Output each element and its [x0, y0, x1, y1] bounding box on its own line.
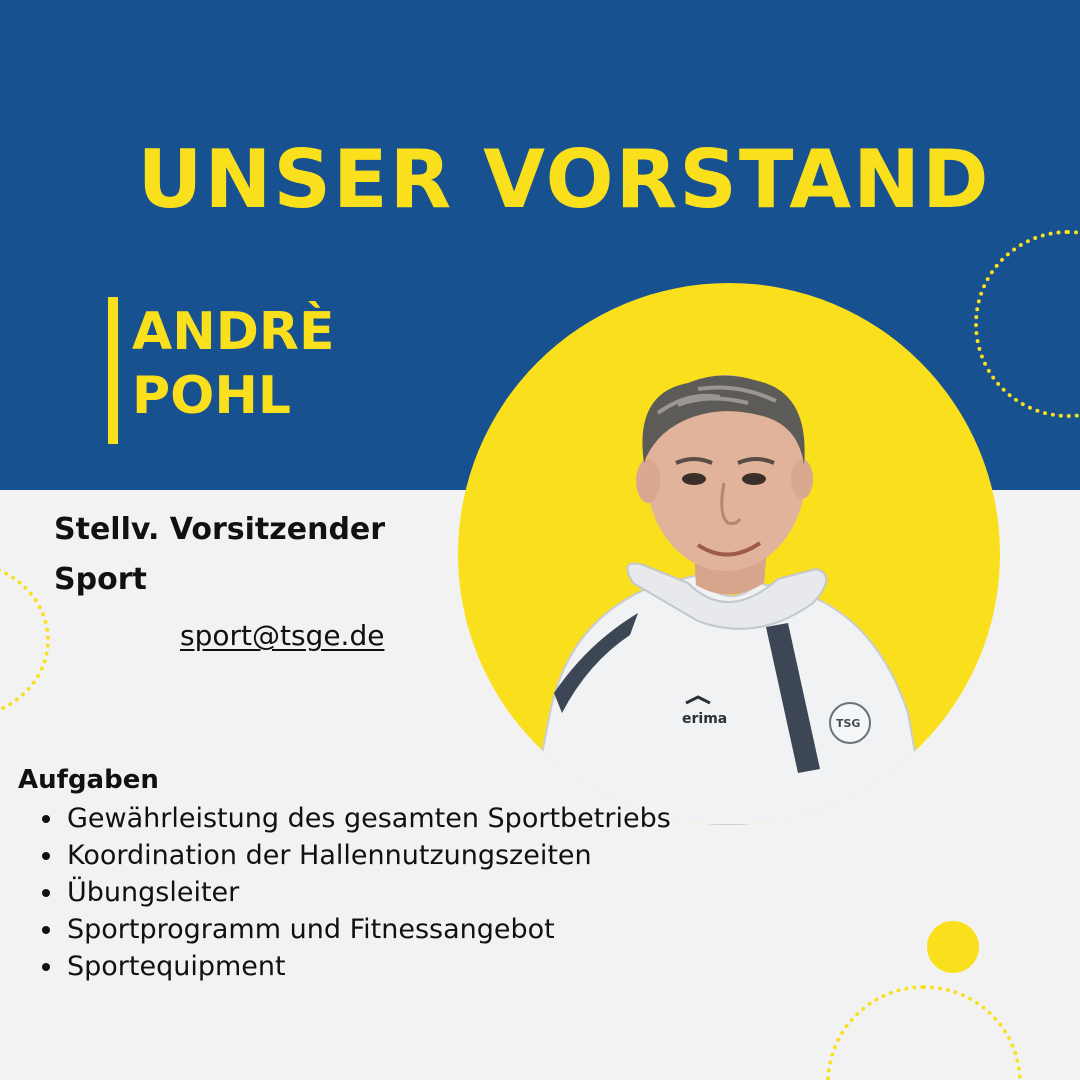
task-item: Übungsleiter	[40, 874, 671, 911]
person-role	[54, 505, 385, 605]
ear-right	[791, 459, 813, 499]
task-item: Sportprogramm und Fitnessangebot	[40, 911, 671, 948]
person-photo-illustration	[458, 283, 1000, 825]
ear-left	[636, 459, 660, 503]
tasks-heading: Aufgaben	[18, 765, 159, 795]
person-photo	[458, 283, 1000, 825]
page-title: UNSER VORSTAND	[137, 133, 991, 226]
dotted-circle-decoration-left	[0, 560, 50, 720]
eye-right	[742, 473, 766, 485]
eye-left	[682, 473, 706, 485]
person-role-line-1: Stellv. Vorsitzender	[54, 512, 386, 547]
tasks-list	[40, 800, 671, 985]
task-item: Sportequipment	[40, 948, 671, 985]
person-name	[132, 300, 335, 428]
person-first-name: ANDRÈ	[132, 302, 335, 362]
name-accent-bar	[108, 297, 118, 444]
person-last-name: POHL	[132, 366, 291, 426]
email-link[interactable]: sport@tsge.de	[180, 619, 385, 652]
solid-dot-decoration	[927, 921, 979, 973]
dotted-circle-decoration-bottom	[826, 985, 1022, 1080]
jacket-brand-logo: erima	[682, 711, 728, 727]
person-role-line-2: Sport	[54, 562, 147, 597]
task-item: Gewährleistung des gesamten Sportbetriebs	[40, 800, 671, 837]
task-item: Koordination der Hallennutzungszeiten	[40, 837, 671, 874]
club-badge-text: TSG	[836, 717, 861, 730]
